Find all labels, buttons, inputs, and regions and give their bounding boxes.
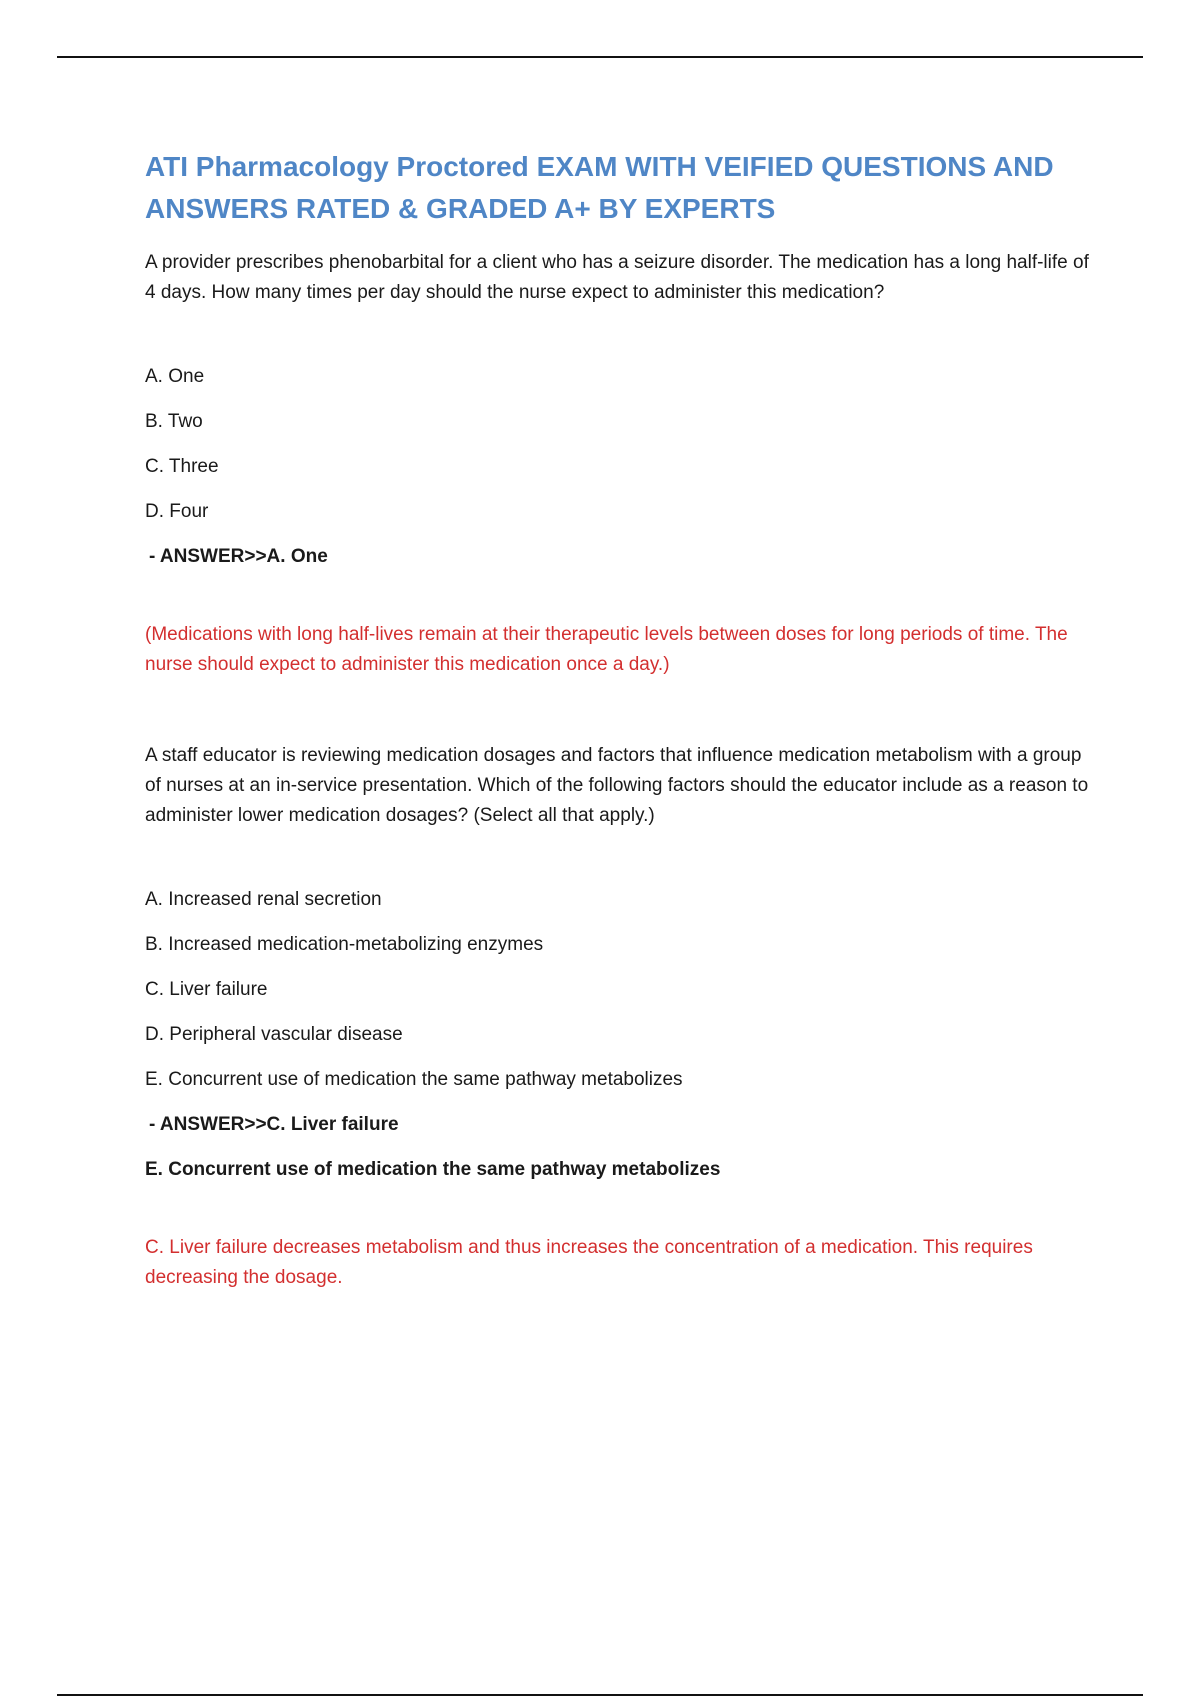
- question-2-stem: A staff educator is reviewing medication dosages and factors that influence medication metabolism with a group of nurses at an in-service presentation. Which of the following factors should the educator include as a reason to administer lower medication dosages? (Select all that apply.): [145, 745, 1089, 826]
- question-1-option-a: A. One: [145, 366, 205, 387]
- document-body: [145, 146, 1095, 1293]
- question-1-option-d: D. Four: [145, 501, 209, 522]
- question-2-answer: - ANSWER>>C. Liver failure: [149, 1114, 399, 1135]
- question-1-rationale: (Medications with long half-lives remain at their therapeutic levels between doses for long periods of time. The nurse should expect to administer this medication once a day.): [145, 624, 1068, 675]
- question-2-answer-continued: E. Concurrent use of medication the same pathway metabolizes: [145, 1159, 721, 1180]
- question-2-options: [145, 885, 1095, 1095]
- question-1-options: [145, 362, 1095, 527]
- question-2-option-c: C. Liver failure: [145, 979, 268, 1000]
- question-2-option-d: D. Peripheral vascular disease: [145, 1024, 403, 1045]
- question-2-rationale: C. Liver failure decreases metabolism and thus increases the concentration of a medication. This requires decreasing the dosage.: [145, 1237, 1033, 1288]
- question-2-option-a: A. Increased renal secretion: [145, 889, 382, 910]
- question-2-option-e: E. Concurrent use of medication the same pathway metabolizes: [145, 1069, 683, 1090]
- question-1-answer: - ANSWER>>A. One: [149, 546, 328, 567]
- bottom-rule: [57, 1694, 1143, 1696]
- question-1-option-b: B. Two: [145, 411, 203, 432]
- question-2-option-b: B. Increased medication-metabolizing enzymes: [145, 934, 544, 955]
- document-title: ATI Pharmacology Proctored EXAM WITH VEIFIED QUESTIONS AND ANSWERS RATED & GRADED A+ BY EXPERTS: [145, 151, 1054, 224]
- question-1-option-c: C. Three: [145, 456, 219, 477]
- question-1-stem: A provider prescribes phenobarbital for a client who has a seizure disorder. The medication has a long half-life of 4 days. How many times per day should the nurse expect to administer this medication?: [145, 252, 1089, 303]
- top-rule: [57, 56, 1143, 58]
